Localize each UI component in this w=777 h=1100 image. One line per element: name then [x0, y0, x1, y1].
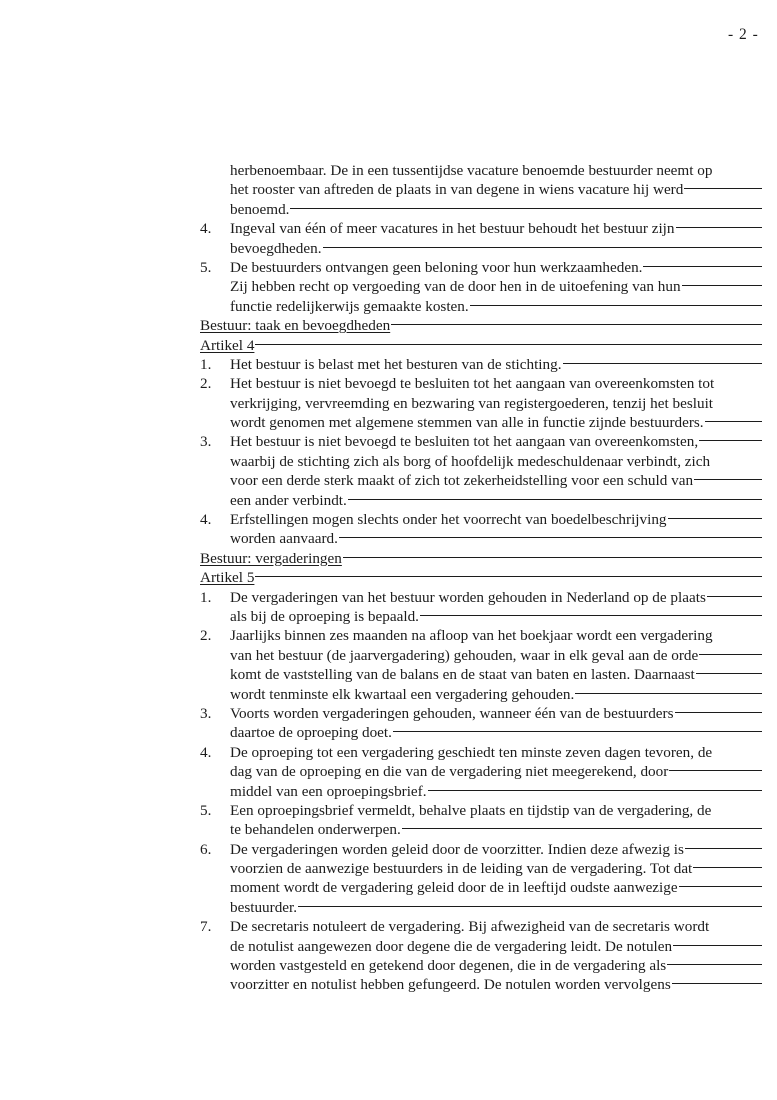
item-number: 3. [200, 433, 212, 451]
line-text: De secretaris notuleert de vergadering. Bij afwezigheid van de secretaris wordt [230, 918, 710, 936]
page-number: - 2 - [728, 26, 759, 43]
fill-line [298, 906, 762, 907]
line-text: De vergaderingen worden geleid door de voorzitter. Indien deze afwezig is [230, 840, 684, 858]
list-item-line [200, 258, 762, 277]
list-item-line [200, 626, 762, 645]
fill-line [339, 537, 762, 538]
fill-line [255, 344, 762, 345]
list-item-line [200, 646, 762, 665]
line-text: Een oproepingsbrief vermeldt, behalve plaats en tijdstip van de vergadering, de [230, 801, 712, 819]
line-text: als bij de oproeping is bepaald. [230, 607, 419, 625]
list-item-line [200, 704, 762, 723]
line-text: wordt tenminste elk kwartaal een vergadering gehouden. [230, 685, 575, 703]
line-text: Het bestuur is niet bevoegd te besluiten tot het aangaan van overeenkomsten, [230, 433, 699, 451]
line-text: verkrijging, vervreemding en bezwaring van registergoederen, tenzij het besluit [230, 394, 714, 412]
list-item-line [200, 374, 762, 393]
fill-line [470, 305, 762, 306]
list-item-line [200, 898, 762, 917]
list-item-line [200, 937, 762, 956]
list-item-line [200, 394, 762, 413]
line-text: Voorts worden vergaderingen gehouden, wanneer één van de bestuurders [230, 704, 674, 722]
line-text: een ander verbindt. [230, 491, 347, 509]
list-item-line [200, 607, 762, 626]
heading-text: Bestuur: vergaderingen [200, 549, 342, 567]
list-item-line [200, 878, 762, 897]
line-text: worden aanvaard. [230, 530, 338, 548]
item-number: 2. [200, 375, 212, 393]
line-text: worden vastgesteld en getekend door degenen, die in de vergadering als [230, 957, 667, 975]
list-item-line [200, 277, 762, 296]
item-number: 3. [200, 704, 212, 722]
fill-line [428, 790, 762, 791]
list-item-line [200, 297, 762, 316]
item-number: 4. [200, 743, 212, 761]
fill-line [668, 518, 762, 519]
fill-line [643, 266, 762, 267]
list-item-line [200, 413, 762, 432]
line-text: het rooster van aftreden de plaats in van degene in wiens vacature hij werd [230, 181, 684, 199]
list-item-line [200, 471, 762, 490]
list-item-line [200, 743, 762, 762]
list-item-line [200, 432, 762, 451]
list-item-line [200, 782, 762, 801]
fill-line [667, 964, 762, 965]
fill-line [402, 828, 762, 829]
list-item-line [200, 685, 762, 704]
list-item-line [200, 491, 762, 510]
continuation-line [200, 200, 762, 219]
fill-line [575, 693, 762, 694]
list-item-line [200, 588, 762, 607]
continuation-line [200, 180, 762, 199]
list-item-line [200, 219, 762, 238]
line-text: functie redelijkerwijs gemaakte kosten. [230, 297, 469, 315]
continuation-line [200, 161, 762, 180]
fill-line [699, 654, 762, 655]
fill-line [343, 557, 762, 558]
section-heading [200, 316, 762, 335]
fill-line [348, 499, 762, 500]
line-text: Het bestuur is niet bevoegd te besluiten tot het aangaan van overeenkomsten tot [230, 375, 715, 393]
fill-line [705, 421, 762, 422]
line-text: Zij hebben recht op vergoeding van de door hen in de uitoefening van hun [230, 278, 681, 296]
document-body [200, 161, 762, 995]
fill-line [673, 945, 762, 946]
line-text: dag van de oproeping en die van de vergadering niet meegerekend, door [230, 763, 669, 781]
fill-line [420, 615, 762, 616]
heading-text: Artikel 4 [200, 336, 255, 354]
line-text: benoemd. [230, 200, 290, 218]
line-text: te behandelen onderwerpen. [230, 821, 401, 839]
line-text: Jaarlijks binnen zes maanden na afloop van het boekjaar wordt een vergadering [230, 627, 713, 645]
fill-line [707, 596, 762, 597]
item-number: 4. [200, 511, 212, 529]
item-number: 4. [200, 220, 212, 238]
line-text: moment wordt de vergadering geleid door de in leeftijd oudste aanwezige [230, 879, 678, 897]
heading-text: Bestuur: taak en bevoegdheden [200, 317, 391, 335]
item-number: 1. [200, 588, 212, 606]
fill-line [699, 440, 762, 441]
item-number: 5. [200, 258, 212, 276]
line-text: middel van een oproepingsbrief. [230, 782, 427, 800]
fill-line [679, 886, 762, 887]
line-text: voorzitter en notulist hebben gefungeerd. De notulen worden vervolgens [230, 976, 671, 994]
item-number: 5. [200, 801, 212, 819]
fill-line [675, 712, 762, 713]
line-text: herbenoembaar. De in een tussentijdse vacature benoemde bestuurder neemt op [230, 162, 713, 179]
fill-line [684, 188, 762, 189]
line-text: De bestuurders ontvangen geen beloning voor hun werkzaamheden. [230, 258, 643, 276]
fill-line [255, 576, 762, 577]
line-text: De vergaderingen van het bestuur worden gehouden in Nederland op de plaats [230, 588, 706, 606]
line-text: waarbij de stichting zich als borg of hoofdelijk medeschuldenaar verbindt, zich [230, 452, 711, 470]
line-text: komt de vaststelling van de balans en de staat van baten en lasten. Daarnaast [230, 666, 695, 684]
fill-line [693, 867, 762, 868]
fill-line [669, 770, 762, 771]
line-text: van het bestuur (de jaarvergadering) gehouden, waar in elk geval aan de orde [230, 646, 699, 664]
line-text: Het bestuur is belast met het besturen van de stichting. [230, 355, 562, 373]
line-text: daartoe de oproeping doet. [230, 724, 392, 742]
list-item-line [200, 917, 762, 936]
fill-line [290, 208, 762, 209]
fill-line [323, 247, 762, 248]
item-number: 1. [200, 355, 212, 373]
line-text: de notulist aangewezen door degene die de vergadering leidt. De notulen [230, 937, 673, 955]
list-item-line [200, 840, 762, 859]
line-text: voor een derde sterk maakt of zich tot zekerheidstelling voor een schuld van [230, 472, 694, 490]
fill-line [393, 731, 762, 732]
line-text: Erfstellingen mogen slechts onder het voorrecht van boedelbeschrijving [230, 511, 667, 529]
section-heading [200, 568, 762, 587]
list-item-line [200, 723, 762, 742]
list-item-line [200, 529, 762, 548]
list-item-line [200, 859, 762, 878]
section-heading [200, 336, 762, 355]
line-text: De oproeping tot een vergadering geschiedt ten minste zeven dagen tevoren, de [230, 743, 713, 761]
list-item-line [200, 452, 762, 471]
item-number: 6. [200, 840, 212, 858]
list-item-line [200, 801, 762, 820]
list-item-line [200, 510, 762, 529]
list-item-line [200, 762, 762, 781]
list-item-line [200, 239, 762, 258]
line-text: bestuurder. [230, 898, 298, 916]
fill-line [676, 227, 763, 228]
line-text: Ingeval van één of meer vacatures in het bestuur behoudt het bestuur zijn [230, 220, 675, 238]
list-item-line [200, 975, 762, 994]
fill-line [563, 363, 762, 364]
line-text: wordt genomen met algemene stemmen van alle in functie zijnde bestuurders. [230, 414, 704, 432]
section-heading [200, 549, 762, 568]
heading-text: Artikel 5 [200, 569, 255, 587]
list-item-line [200, 665, 762, 684]
list-item-line [200, 820, 762, 839]
fill-line [694, 479, 762, 480]
line-text: voorzien de aanwezige bestuurders in de leiding van de vergadering. Tot dat [230, 860, 693, 878]
list-item-line [200, 956, 762, 975]
item-number: 7. [200, 918, 212, 936]
fill-line [682, 285, 762, 286]
line-text: bevoegdheden. [230, 239, 322, 257]
fill-line [672, 983, 762, 984]
item-number: 2. [200, 627, 212, 645]
fill-line [685, 848, 762, 849]
fill-line [391, 324, 762, 325]
fill-line [696, 673, 762, 674]
list-item-line [200, 355, 762, 374]
